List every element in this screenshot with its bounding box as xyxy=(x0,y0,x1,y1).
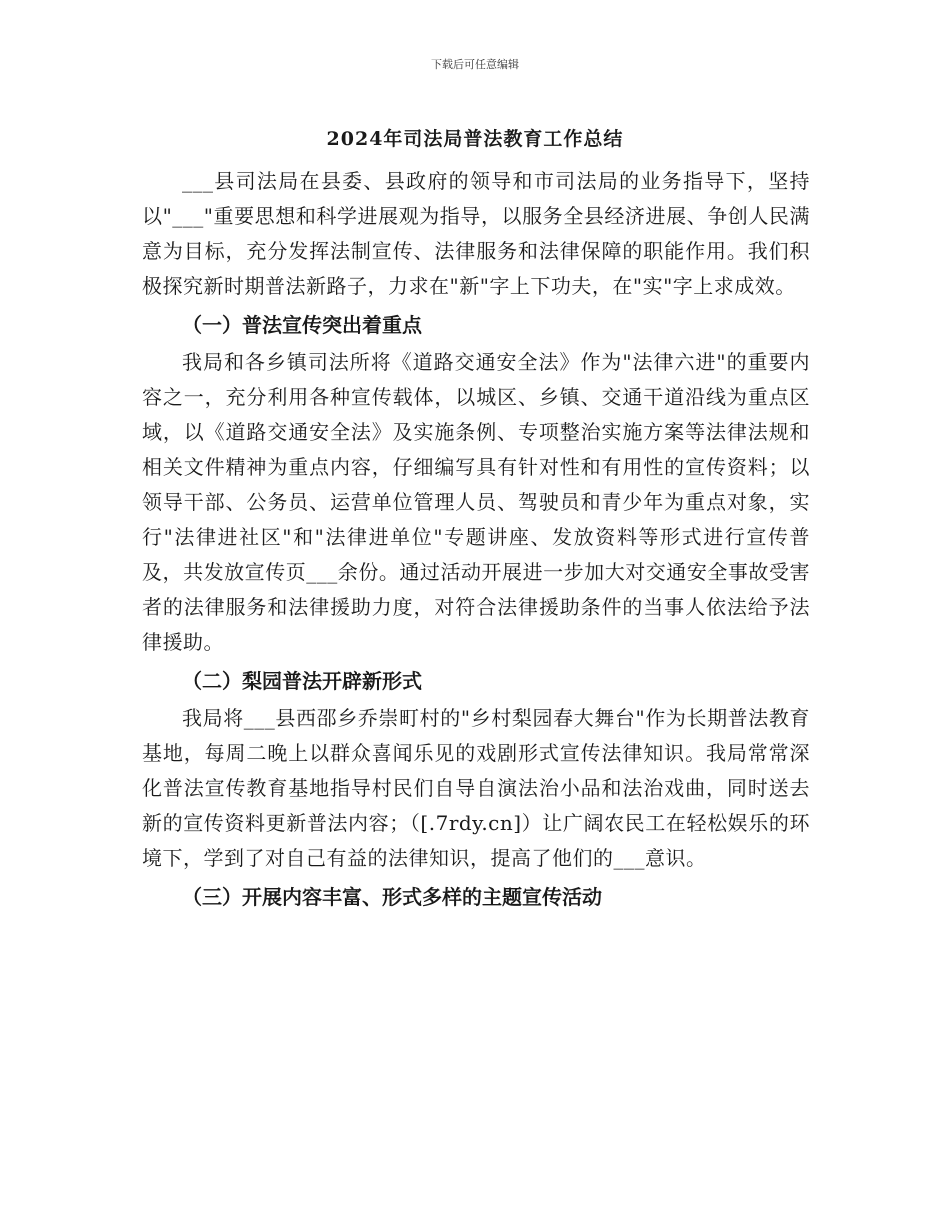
header-note: 下载后可任意编辑 xyxy=(431,58,519,71)
section-heading-1: （一）普法宣传突出着重点 xyxy=(182,313,422,337)
document-body xyxy=(142,164,810,917)
section-body-2: 我局将___县西邵乡乔崇町村的"乡村梨园春大舞台"作为长期普法教育基地，每周二晚上以群众喜闻乐见的戏剧形式宣传法律知识。我局常常深化普法宣传教育基地指导村民们自导自演法治小品和法治戏曲，同时送去新的宣传资料更新普法内容；（[.7rdy.cn]）让广阔农民工在轻松娱乐的环境下，学到了对自己有益的法律知识，提高了他们的___意识。 xyxy=(142,706,810,870)
section-heading-3: （三）开展内容丰富、形式多样的主题宣传活动 xyxy=(182,885,602,909)
section-heading-2: （二）梨园普法开辟新形式 xyxy=(182,669,422,693)
intro-paragraph: ___县司法局在县委、县政府的领导和市司法局的业务指导下，坚持以"___"重要思想和科学进展观为指导，以服务全县经济进展、争创人民满意为目标，充分发挥法制宣传、法律服务和法律保障的职能作用。我们积极探究新时期普法新路子，力求在"新"字上下功夫，在"实"字上求成效。 xyxy=(142,169,810,298)
document-title: 2024年司法局普法教育工作总结 xyxy=(326,128,624,150)
section-body-1: 我局和各乡镇司法所将《道路交通安全法》作为"法律六进"的重要内容之一，充分利用各种宣传载体，以城区、乡镇、交通干道沿线为重点区域，以《道路交通安全法》及实施条例、专项整治实施方案等法律法规和相关文件精神为重点内容，仔细编写具有针对性和有用性的宣传资料；以领导干部、公务员、运营单位管理人员、驾驶员和青少年为重点对象，实行"法律进社区"和"法律进单位"专题讲座、发放资料等形式进行宣传普及，共发放宣传页___余份。通过活动开展进一步加大对交通安全事故受害者的法律服务和法律援助力度，对符合法律援助条件的当事人依法给予法律援助。 xyxy=(142,350,810,654)
